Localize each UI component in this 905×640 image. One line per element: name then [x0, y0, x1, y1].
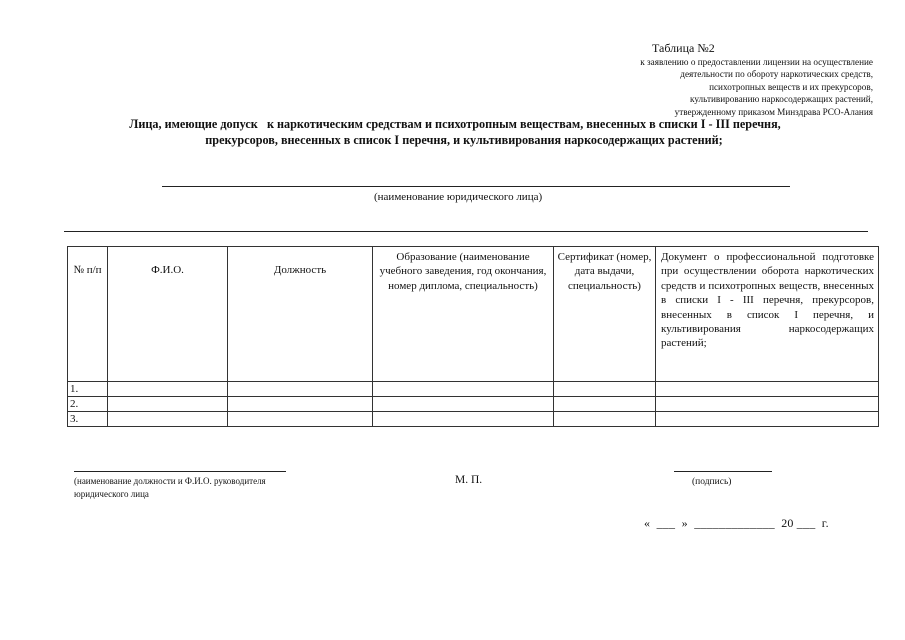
cell-document[interactable]: [656, 412, 879, 427]
table-row: [68, 382, 879, 397]
cell-education[interactable]: [373, 382, 554, 397]
entity-name-line: [162, 186, 790, 187]
header-fio: Ф.И.О.: [108, 247, 228, 382]
header-position: Должность: [228, 247, 373, 382]
row-number: 3.: [68, 412, 108, 427]
cell-position[interactable]: [228, 382, 373, 397]
cell-certificate[interactable]: [554, 382, 656, 397]
cell-position[interactable]: [228, 397, 373, 412]
entity-name-line-2: [64, 231, 868, 232]
head-name-line: [74, 471, 286, 472]
date-field: « ___ » _____________ 20 ___ г.: [644, 516, 829, 530]
cell-document[interactable]: [656, 382, 879, 397]
table-number: Таблица №2: [652, 41, 715, 55]
cell-fio[interactable]: [108, 412, 228, 427]
table-header-row: [68, 247, 879, 382]
signature-line: [674, 471, 772, 472]
table-row: [68, 397, 879, 412]
head-caption-line: юридического лица: [74, 489, 149, 499]
appendix-line: культивированию наркосодержащих растений,: [690, 94, 873, 105]
appendix-line: психотропных веществ и их прекурсоров,: [709, 81, 873, 92]
header-num: № п/п: [68, 247, 108, 382]
cell-education[interactable]: [373, 397, 554, 412]
header-certificate: Сертификат (номер, дата выдачи, специальность): [554, 247, 656, 382]
title-line: прекурсоров, внесенных в список I перечня, и культивирования наркосодержащих растений;: [205, 133, 723, 147]
entity-name-caption: (наименование юридического лица): [374, 191, 543, 203]
cell-education[interactable]: [373, 412, 554, 427]
staff-table: [67, 246, 879, 427]
head-caption-line: (наименование должности и Ф.И.О. руководителя: [74, 476, 266, 486]
appendix-line: утвержденному приказом Минздрава РСО-Алания: [674, 106, 873, 117]
cell-fio[interactable]: [108, 397, 228, 412]
cell-document[interactable]: [656, 397, 879, 412]
appendix-line: деятельности по обороту наркотических средств,: [680, 69, 873, 80]
table-row: [68, 412, 879, 427]
cell-fio[interactable]: [108, 382, 228, 397]
stamp-place: М. П.: [455, 474, 483, 486]
document-title: [60, 116, 850, 148]
head-caption: [74, 475, 266, 501]
cell-position[interactable]: [228, 412, 373, 427]
row-number: 1.: [68, 382, 108, 397]
appendix-note: [543, 56, 873, 118]
cell-certificate[interactable]: [554, 412, 656, 427]
header-education: Образование (наименование учебного заведения, год окончания, номер диплома, специальность): [373, 247, 554, 382]
header-document: Документ о профессиональной подготовке при осуществлении оборота наркотических средств и психотропных веществ, внесенных в списки I - III перечня, прекурсоров, внесенных в список I перечня, и культивирования наркосодержащих растений;: [656, 247, 879, 382]
title-line: Лица, имеющие допуск к наркотическим средствам и психотропным веществам, внесенных в списки I - III перечня,: [129, 117, 781, 131]
appendix-line: к заявлению о предоставлении лицензии на осуществление: [640, 57, 873, 67]
cell-certificate[interactable]: [554, 397, 656, 412]
row-number: 2.: [68, 397, 108, 412]
signature-caption: (подпись): [692, 477, 732, 487]
